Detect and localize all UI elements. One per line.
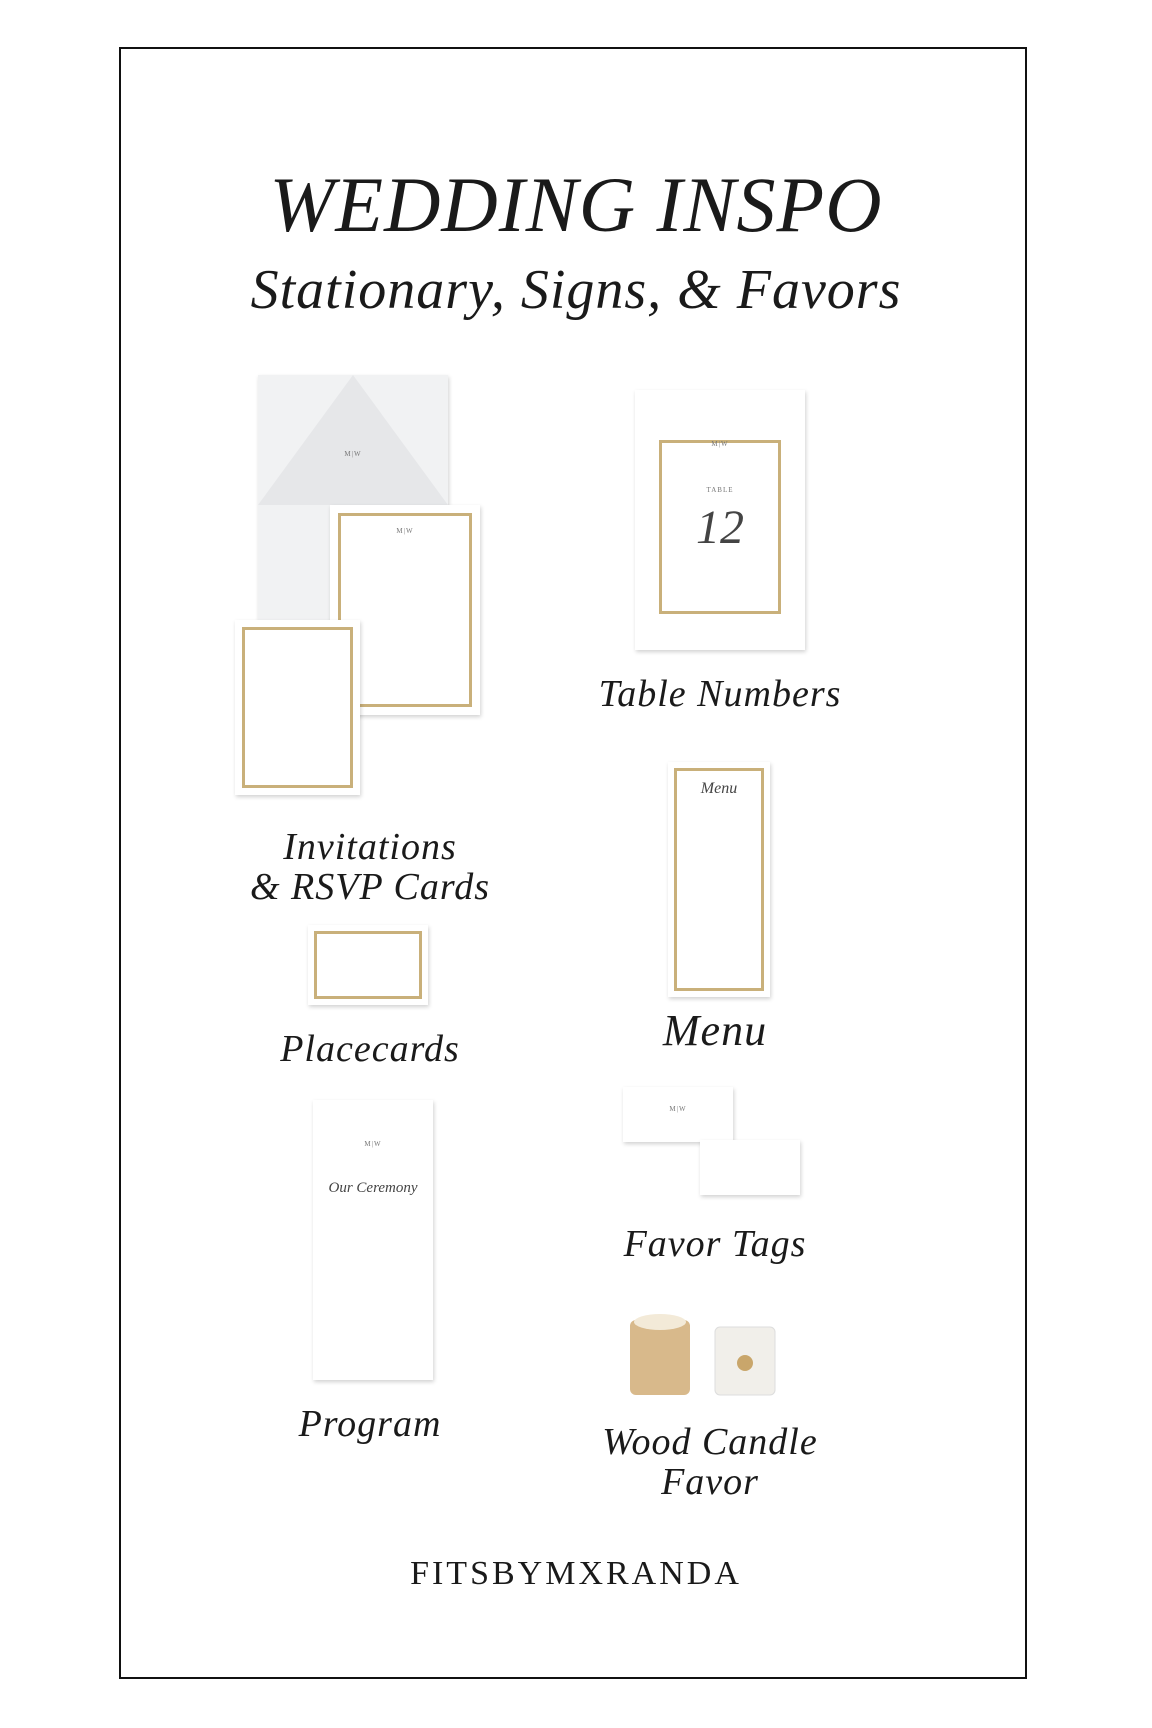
program-card bbox=[313, 1100, 433, 1380]
placecards-label: Placecards bbox=[280, 1028, 460, 1070]
invitations-label bbox=[220, 828, 520, 908]
table-number-monogram: M|W bbox=[711, 440, 729, 448]
menu-card-title: Menu bbox=[700, 780, 738, 797]
menu-card bbox=[668, 762, 770, 997]
table-numbers-label: Table Numbers bbox=[598, 673, 842, 715]
favor-tag-back bbox=[700, 1140, 800, 1195]
rsvp-card bbox=[235, 620, 360, 795]
page-subtitle: Stationary, Signs, & Favors bbox=[250, 259, 902, 321]
program-label: Program bbox=[298, 1403, 442, 1445]
wood-candle-image bbox=[625, 1305, 795, 1405]
invitation-monogram: M|W bbox=[396, 527, 414, 535]
footer-handle: FITSBYMXRANDA bbox=[410, 1555, 742, 1592]
page-title: WEDDING INSPO bbox=[269, 161, 883, 248]
menu-gold-border bbox=[674, 768, 764, 991]
favor-tag-monogram: M|W bbox=[669, 1105, 687, 1113]
placecard-image bbox=[308, 925, 428, 1005]
envelope-monogram: M|W bbox=[344, 450, 362, 458]
invitations-label-line2: & RSVP Cards bbox=[249, 865, 491, 908]
candle-label-line1: Wood Candle bbox=[602, 1421, 818, 1463]
table-number-card-text: TABLE bbox=[706, 486, 734, 494]
table-number-card bbox=[635, 390, 805, 650]
favor-tags-label: Favor Tags bbox=[623, 1223, 807, 1265]
rsvp-gold-border bbox=[242, 627, 353, 788]
menu-label: Menu bbox=[662, 1006, 768, 1055]
program-card-title: Our Ceremony bbox=[328, 1180, 418, 1196]
candle-label-line2: Favor bbox=[661, 1460, 759, 1503]
candle-label bbox=[570, 1423, 850, 1503]
favor-tag-front bbox=[623, 1087, 733, 1142]
invitations-label-line1: Invitations bbox=[283, 826, 457, 868]
program-monogram: M|W bbox=[364, 1140, 382, 1148]
placecard-gold-border bbox=[314, 931, 422, 999]
table-number-value: 12 bbox=[696, 501, 744, 554]
